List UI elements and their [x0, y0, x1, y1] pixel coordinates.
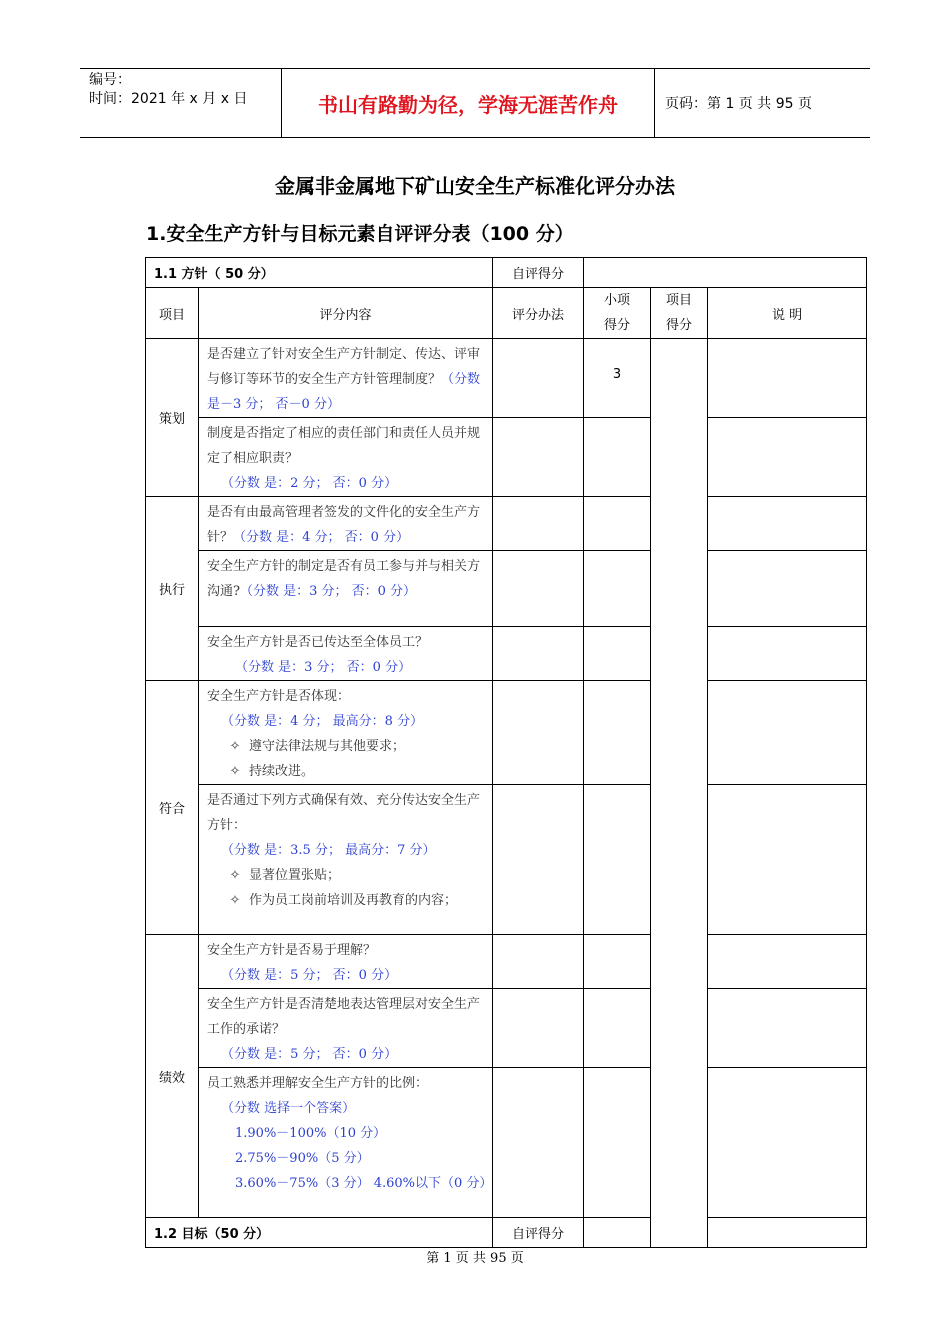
- row-content: 是否建立了针对安全生产方针制定、传达、评审与修订等环节的安全生产方针管理制度？（分数 是－3 分； 否－0 分）: [199, 339, 493, 418]
- note-cell[interactable]: [708, 497, 867, 551]
- table-row: [146, 1068, 867, 1218]
- section2-label: 1.2 目标（50 分）: [146, 1218, 493, 1248]
- note-cell[interactable]: [708, 681, 867, 785]
- row-content: 安全生产方针是否易于理解？ （分数 是：5 分； 否：0 分）: [199, 935, 493, 989]
- method-cell[interactable]: [493, 627, 584, 681]
- col-sub-score: 小项 得分: [584, 288, 651, 339]
- sub-score-cell[interactable]: [584, 418, 651, 497]
- sub-score-cell[interactable]: [584, 497, 651, 551]
- method-cell[interactable]: [493, 1068, 584, 1218]
- method-cell[interactable]: [493, 418, 584, 497]
- method-cell[interactable]: [493, 989, 584, 1068]
- table-row: [146, 627, 867, 681]
- table-row: [146, 339, 867, 418]
- document-title: 金属非金属地下矿山安全生产标准化评分办法: [275, 174, 675, 198]
- table-row: [146, 497, 867, 551]
- table-row: [146, 418, 867, 497]
- number-label: 编号：: [89, 72, 131, 88]
- group-name: 符合: [146, 681, 199, 935]
- section1-label: 1.1 方针（ 50 分）: [146, 258, 493, 288]
- section1-self-score-value[interactable]: [584, 258, 867, 288]
- note-cell[interactable]: [708, 627, 867, 681]
- row-content: 安全生产方针是否已传达至全体员工？ （分数 是：3 分； 否：0 分）: [199, 627, 493, 681]
- note-cell[interactable]: [708, 1068, 867, 1218]
- table-row: [146, 785, 867, 935]
- method-cell[interactable]: [493, 681, 584, 785]
- note-cell[interactable]: [708, 418, 867, 497]
- header-motto: 书山有路勤为径，学海无涯苦作舟: [282, 69, 655, 137]
- sub-score-cell[interactable]: [584, 551, 651, 627]
- item-score-cell[interactable]: [651, 339, 708, 1248]
- group-name: 策划: [146, 339, 199, 497]
- date-label: 时间：2021 年 x 月 x 日: [89, 91, 248, 107]
- section2-self-score-value[interactable]: [584, 1218, 867, 1248]
- page-footer: 第 1 页 共 95 页: [426, 1251, 524, 1266]
- sub-score-cell[interactable]: 3: [584, 339, 651, 418]
- note-cell[interactable]: [708, 989, 867, 1068]
- row-content: 是否有由最高管理者签发的文件化的安全生产方针？（分数 是：4 分； 否：0 分）: [199, 497, 493, 551]
- sub-score-cell[interactable]: [584, 1068, 651, 1218]
- header-page-label: 页码：第 1 页 共 95 页: [665, 96, 812, 112]
- sub-score-cell[interactable]: [584, 627, 651, 681]
- row-content: 安全生产方针是否体现： （分数 是：4 分； 最高分：8 分） ✧ 遵守法律法规与其他要求； ✧ 持续改进。: [199, 681, 493, 785]
- table-row: [146, 989, 867, 1068]
- note-cell[interactable]: [708, 551, 867, 627]
- note-cell[interactable]: [708, 935, 867, 989]
- diamond-outline-icon: ✧: [229, 764, 241, 779]
- header-meta: [80, 69, 282, 137]
- sub-score-cell[interactable]: [584, 989, 651, 1068]
- diamond-outline-icon: ✧: [229, 739, 241, 754]
- sub-score-cell[interactable]: [584, 681, 651, 785]
- diamond-outline-icon: ✧: [229, 893, 241, 908]
- method-cell[interactable]: [493, 339, 584, 418]
- row-content: 制度是否指定了相应的责任部门和责任人员并规定了相应职责？ （分数 是：2 分； 否：0 分）: [199, 418, 493, 497]
- sub-score-cell[interactable]: [584, 935, 651, 989]
- diamond-outline-icon: ✧: [229, 868, 241, 883]
- row-content: 员工熟悉并理解安全生产方针的比例： （分数 选择一个答案） 1.90%－100%（10 分） 2.75%－90%（5 分） 3.60%－75%（3 分） 4.60%以下（0 分）: [199, 1068, 493, 1218]
- group-name: 绩效: [146, 935, 199, 1218]
- method-cell[interactable]: [493, 497, 584, 551]
- section2-self-score-label: 自评得分: [493, 1218, 584, 1248]
- col-content: 评分内容: [199, 288, 493, 339]
- row-content: 安全生产方针的制定是否有员工参与并与相关方沟通?（分数 是：3 分； 否：0 分）: [199, 551, 493, 627]
- note-cell[interactable]: [708, 785, 867, 935]
- group-name: 执行: [146, 497, 199, 681]
- page-header: [80, 68, 870, 138]
- table-row: [146, 551, 867, 627]
- table-row: [146, 681, 867, 785]
- table-row: [146, 935, 867, 989]
- col-method: 评分办法: [493, 288, 584, 339]
- method-cell[interactable]: [493, 551, 584, 627]
- score-table: [145, 257, 867, 1248]
- method-cell[interactable]: [493, 935, 584, 989]
- col-note: 说 明: [708, 288, 867, 339]
- section-title: 1.安全生产方针与目标元素自评评分表（100 分）: [146, 223, 574, 245]
- col-item: 项目: [146, 288, 199, 339]
- method-cell[interactable]: [493, 785, 584, 935]
- row-content: 安全生产方针是否清楚地表达管理层对安全生产工作的承诺？ （分数 是：5 分； 否：0 分）: [199, 989, 493, 1068]
- section1-self-score-label: 自评得分: [493, 258, 584, 288]
- row-content: 是否通过下列方式确保有效、充分传达安全生产方针： （分数 是：3.5 分； 最高分：7 分） ✧ 显著位置张贴； ✧ 作为员工岗前培训及再教育的内容；: [199, 785, 493, 935]
- col-item-score: 项目 得分: [651, 288, 708, 339]
- sub-score-cell[interactable]: [584, 785, 651, 935]
- note-cell[interactable]: [708, 339, 867, 418]
